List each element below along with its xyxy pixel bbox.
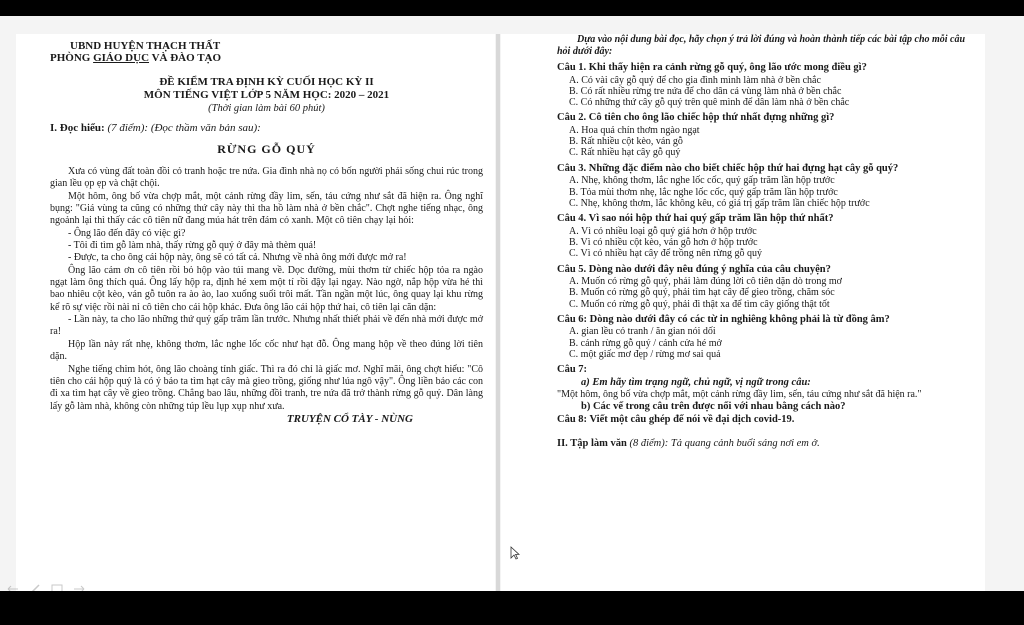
- option-3b: B. Tỏa mùi thơm nhẹ, lắc nghe lốc cốc, quý gấp trăm lần hộp trước: [569, 186, 838, 198]
- option-5a: A. Muốn có rừng gỗ quý, phải làm đúng lời cô tiên dặn dò trong mơ: [569, 276, 842, 288]
- instructions: Dựa vào nội dung bài đọc, hãy chọn ý trả lời đúng và hoàn thành tiếp các bài tập cho mỗi câu hỏi dưới đây:: [557, 34, 966, 57]
- section-reading: I. Đọc hiểu: (7 điểm): (Đọc thầm văn bản sau):: [50, 122, 261, 134]
- exam-time: (Thời gian làm bài 60 phút): [208, 103, 325, 114]
- option-1a: A. Có vài cây gỗ quý để cho gia đình mình làm nhà ở bền chắc: [569, 74, 821, 86]
- story-paragraph: Xưa có vùng đất toàn đồi cỏ tranh hoặc tre nứa. Gia đình nhà nọ có bốn người phải sống chui rúc trong gian lều ọp ẹp và chật chội.: [50, 166, 483, 190]
- page-left: [16, 34, 495, 591]
- story-paragraph: Một hôm, ông bố vừa chợp mắt, một cảnh rừng đầy lim, sến, táu cứng như sắt đã hiện ra. Ông nghĩ bụng: "Giá vùng ta cũng có những thứ cây này thì tha hồ làm nhà ở bền chắc". Chợt nghe tiếng nhạc, ông ngoảnh lại thì thấy các cô tiên nữ đang múa hát trên đám cỏ xanh. Một cô tiên chạy lại hỏi:: [50, 190, 483, 227]
- story-paragraph: - Được, ta cho ông cái hộp này, ông sẽ có tất cả. Nhưng về nhà ông mới được mở ra!: [68, 252, 407, 264]
- option-2a: A. Hoa quả chín thơm ngào ngạt: [569, 124, 700, 136]
- next-icon[interactable]: [72, 584, 86, 591]
- story-author: TRUYỆN CỔ TÀY - NÙNG: [286, 412, 413, 425]
- option-1c: C. Có những thứ cây gỗ quý trên quê mình để dân làm nhà ở bền chắc: [569, 97, 850, 109]
- story-paragraph: Nghe tiếng chim hót, ông lão choàng tỉnh giấc. Thì ra đó chỉ là giấc mơ. Nghĩ mãi, ông chợt hiểu: "Cô tiên cho cái hộp quý là có ý bảo ta tìm hạt cây mà gieo trồng, giống như lúa ngô vậy". Ông liền bảo các con đi xa tìm hạt cây về gieo trồng. Chẳng bao lâu, những đồi tranh, tre nứa đã trở thành rừng gỗ quý. Dân làng lấy gỗ làm nhà, không còn những túp lều lụp xụp như xưa.: [50, 363, 483, 412]
- question-7-sentence: "Một hôm, ông bố vừa chợp mắt, một cảnh rừng đầy lim, sến, táu cứng như sắt đã hiện ra.": [557, 389, 922, 401]
- option-5c: C. Muốn có rừng gỗ quý, phải đi thật xa để tìm cây giống thật tốt: [569, 298, 830, 310]
- exam-subtitle: MÔN TIẾNG VIỆT LỚP 5 NĂM HỌC: 2020 – 2021: [143, 89, 390, 101]
- story-dialog: - Ông lão đến đây có việc gì?: [68, 227, 186, 239]
- question-8: Câu 8: Viết một câu ghép để nói về đại dịch covid-19.: [557, 414, 795, 426]
- question-4: Câu 4. Vì sao nói hộp thứ hai quý gấp trăm lần hộp thứ nhất?: [557, 213, 834, 225]
- arrow-icon[interactable]: [6, 584, 20, 591]
- option-6a: A. gian lều cỏ tranh / ăn gian nói dối: [569, 326, 716, 338]
- option-3c: C. Nhẹ, không thơm, lắc không kêu, có giá trị gấp trăm lần chiếc hộp trước: [569, 197, 870, 209]
- story-title: RỪNG GỖ QUÝ: [217, 142, 316, 156]
- option-5b: B. Muốn có rừng gỗ quý, phải tìm hạt cây để gieo trồng, chăm sóc: [569, 287, 835, 299]
- question-2: Câu 2. Cô tiên cho ông lão chiếc hộp thứ nhất đựng những gì?: [557, 112, 835, 124]
- question-6: Câu 6: Dòng nào dưới đây có các từ in nghiêng không phải là từ đồng âm?: [557, 313, 890, 325]
- question-7: Câu 7:: [557, 364, 588, 376]
- option-4c: C. Vì có nhiều hạt cây để trồng nên rừng gỗ quý: [569, 248, 762, 260]
- question-7a: a) Em hãy tìm trạng ngữ, chủ ngữ, vị ngữ trong câu:: [581, 376, 811, 388]
- section-writing: II. Tập làm văn (8 điểm): Tả quang cảnh buổi sáng nơi em ở.: [557, 437, 820, 449]
- story-paragraph: Hộp lần này rất nhẹ, không thơm, lắc nghe lốc cốc như hạt đỗ. Ông mang hộp về theo đúng lời tiên dặn.: [50, 338, 483, 363]
- screen: [0, 16, 1024, 591]
- exam-title: ĐỀ KIỂM TRA ĐỊNH KỲ CUỐI HỌC KỲ II: [159, 76, 374, 88]
- question-3: Câu 3. Những đặc điểm nào cho biết chiếc hộp thứ hai đựng hạt cây gỗ quý?: [557, 162, 899, 174]
- option-4a: A. Vì có nhiều loại gỗ quý giá hơn ở hộp trước: [569, 225, 757, 237]
- school-department: PHÒNG GIÁO DỤC VÀ ĐÀO TẠO: [50, 52, 222, 64]
- mouse-cursor-icon: [510, 546, 520, 560]
- question-7b: b) Các vế trong câu trên được nối với nhau bằng cách nào?: [581, 400, 846, 412]
- page-divider: [496, 34, 500, 591]
- story-paragraph: Ông lão cảm ơn cô tiên rồi bỏ hộp vào túi mang về. Dọc đường, mùi thơm từ chiếc hộp tỏa ra ngào ngạt làm ông thích quá. Ông lấy hộp ra, định hé xem một tí rồi đậy lại ngay. Nào ngờ, nắp hộp vừa hé thì bao nhiêu cột kèo, ván gỗ tuôn ra ào ào, lao xuống suối trôi mất. Tần ngần một lúc, ông quay lại khu rừng kể rõ sự việc rồi nài nỉ cô tiên cho cái hộp khác. Đưa ông lão cái hộp thứ hai, cô tiên lại căn dặn:: [50, 264, 483, 313]
- option-6c: C. một giấc mơ đẹp / rừng mơ sai quả: [569, 349, 721, 361]
- menu-icon[interactable]: [50, 584, 64, 591]
- option-6b: B. cánh rừng gỗ quý / cánh cửa hé mở: [569, 337, 722, 349]
- question-1: Câu 1. Khi thấy hiện ra cảnh rừng gỗ quý, ông lão ước mong điều gì?: [557, 62, 867, 73]
- story-paragraph: - Lần này, ta cho lão những thứ quý gấp trăm lần trước. Nhưng nhất thiết phải về đến nhà mới được mở ra!: [50, 314, 483, 338]
- annotation-toolbar: [6, 584, 86, 591]
- story-dialog: - Tôi đi tìm gỗ làm nhà, thấy rừng gỗ quý ở đây mà thèm quá!: [68, 240, 317, 252]
- option-2c: C. Rất nhiều hạt cây gỗ quý: [569, 147, 681, 159]
- pen-icon[interactable]: [28, 584, 42, 591]
- page-right: [501, 34, 985, 591]
- question-5: Câu 5. Dòng nào dưới đây nêu đúng ý nghĩa của câu chuyện?: [557, 263, 831, 275]
- school-district: UBND HUYỆN THẠCH THẤT: [70, 40, 221, 52]
- option-1b: B. Có rất nhiều rừng tre nứa để cho dân cả vùng làm nhà ở bền chắc: [569, 85, 842, 97]
- option-3a: A. Nhẹ, không thơm, lắc nghe lốc cốc, quý gấp trăm lần hộp trước: [569, 175, 835, 187]
- option-4b: B. Vì có nhiều cột kèo, ván gỗ hơn ở hộp trước: [569, 236, 758, 248]
- option-2b: B. Rất nhiều cột kèo, ván gỗ: [569, 136, 683, 148]
